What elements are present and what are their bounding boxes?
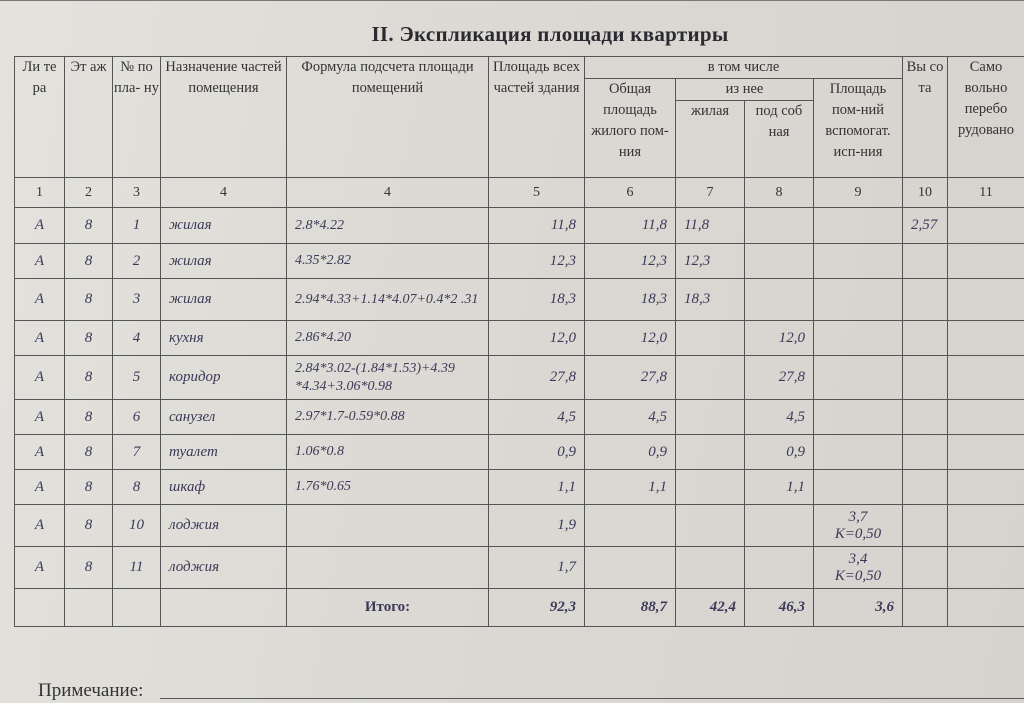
row-samovol	[948, 208, 1024, 244]
row-vysota	[903, 435, 948, 470]
header-ploshad-vseh: Площадь всех частей здания	[489, 57, 585, 178]
header-vysota: Вы со та	[903, 57, 948, 178]
row-samovol	[948, 321, 1024, 356]
row-obshaya	[585, 547, 676, 589]
row-obshaya: 0,9	[585, 435, 676, 470]
row-vspom	[814, 321, 903, 356]
row-litera: А	[15, 435, 65, 470]
row-podsob	[745, 505, 814, 547]
row-zhilaya	[676, 470, 745, 505]
total-vspom: 3,6	[814, 589, 903, 627]
row-etazh: 8	[65, 505, 113, 547]
header-row-1	[15, 57, 1024, 79]
row-vspom	[814, 208, 903, 244]
note-line	[160, 698, 1024, 699]
row-ploshad-vseh: 11,8	[489, 208, 585, 244]
row-etazh: 8	[65, 547, 113, 589]
row-obshaya: 18,3	[585, 279, 676, 321]
row-nomer: 11	[113, 547, 161, 589]
row-litera: А	[15, 547, 65, 589]
row-litera: А	[15, 244, 65, 279]
row-samovol	[948, 505, 1024, 547]
column-number: 4	[161, 178, 287, 208]
column-number: 11	[948, 178, 1024, 208]
document-title: II. Экспликация площади квартиры	[371, 22, 729, 46]
row-nomer: 3	[113, 279, 161, 321]
table-row	[15, 435, 1024, 470]
header-vspomogat: Площадь пом-ний вспомогат. исп-ния	[814, 79, 903, 178]
row-zhilaya: 18,3	[676, 279, 745, 321]
row-litera: А	[15, 279, 65, 321]
row-podsob: 4,5	[745, 400, 814, 435]
header-etazh: Эт аж	[65, 57, 113, 178]
table-row	[15, 208, 1024, 244]
row-nomer: 10	[113, 505, 161, 547]
row-obshaya: 12,3	[585, 244, 676, 279]
table-row	[15, 321, 1024, 356]
row-vspom-coefficient: К=0,50	[834, 525, 882, 542]
table-row	[15, 400, 1024, 435]
row-vysota	[903, 470, 948, 505]
total-vseh: 92,3	[489, 589, 585, 627]
header-obshaya: Общая площадь жилого пом-ния	[585, 79, 676, 178]
column-number: 8	[745, 178, 814, 208]
row-podsob: 0,9	[745, 435, 814, 470]
header-samovolno: Само вольно перебо рудовано	[948, 57, 1024, 178]
top-rule	[0, 0, 1024, 1]
column-number: 1	[15, 178, 65, 208]
row-naznachenie: жилая	[161, 279, 287, 321]
row-ploshad-vseh: 1,1	[489, 470, 585, 505]
row-formula: 4.35*2.82	[287, 244, 489, 279]
row-vspom	[814, 470, 903, 505]
row-zhilaya	[676, 321, 745, 356]
row-formula	[287, 547, 489, 589]
row-naznachenie: кухня	[161, 321, 287, 356]
row-obshaya: 11,8	[585, 208, 676, 244]
header-litera: Ли те ра	[15, 57, 65, 178]
row-vysota	[903, 400, 948, 435]
total-podsob: 46,3	[745, 589, 814, 627]
row-litera: А	[15, 470, 65, 505]
row-vysota	[903, 244, 948, 279]
row-samovol	[948, 435, 1024, 470]
row-vysota: 2,57	[903, 208, 948, 244]
row-nomer: 5	[113, 356, 161, 400]
row-ploshad-vseh: 0,9	[489, 435, 585, 470]
row-vspom	[814, 279, 903, 321]
row-nomer: 8	[113, 470, 161, 505]
row-vspom	[814, 400, 903, 435]
row-etazh: 8	[65, 470, 113, 505]
row-vspom	[814, 244, 903, 279]
row-vspom	[814, 435, 903, 470]
row-podsob	[745, 244, 814, 279]
row-zhilaya: 11,8	[676, 208, 745, 244]
column-number: 2	[65, 178, 113, 208]
row-naznachenie: шкаф	[161, 470, 287, 505]
row-samovol	[948, 470, 1024, 505]
row-vysota	[903, 279, 948, 321]
row-ploshad-vseh: 12,3	[489, 244, 585, 279]
column-number-row	[15, 178, 1024, 208]
row-podsob	[745, 208, 814, 244]
row-samovol	[948, 547, 1024, 589]
row-etazh: 8	[65, 279, 113, 321]
row-vspom	[814, 356, 903, 400]
header-v-tom-chisle: в том числе	[585, 57, 903, 79]
row-vysota	[903, 356, 948, 400]
header-zhilaya: жилая	[676, 101, 745, 178]
row-zhilaya	[676, 505, 745, 547]
row-etazh: 8	[65, 400, 113, 435]
row-vysota	[903, 547, 948, 589]
row-naznachenie: коридор	[161, 356, 287, 400]
total-zhilaya: 42,4	[676, 589, 745, 627]
row-litera: А	[15, 356, 65, 400]
total-label: Итого:	[287, 589, 489, 627]
table-row	[15, 547, 1024, 589]
row-zhilaya	[676, 547, 745, 589]
row-ploshad-vseh: 18,3	[489, 279, 585, 321]
table-row	[15, 356, 1024, 400]
row-zhilaya	[676, 400, 745, 435]
header-naznachenie: Назначение частей помещения	[161, 57, 287, 178]
row-nomer: 4	[113, 321, 161, 356]
row-podsob: 1,1	[745, 470, 814, 505]
column-number: 4	[287, 178, 489, 208]
row-ploshad-vseh: 27,8	[489, 356, 585, 400]
row-litera: А	[15, 505, 65, 547]
row-ploshad-vseh: 1,9	[489, 505, 585, 547]
row-samovol	[948, 400, 1024, 435]
row-formula: 2.86*4.20	[287, 321, 489, 356]
row-nomer: 1	[113, 208, 161, 244]
row-podsob: 27,8	[745, 356, 814, 400]
table-row	[15, 505, 1024, 547]
row-litera: А	[15, 321, 65, 356]
row-zhilaya	[676, 356, 745, 400]
row-naznachenie: жилая	[161, 244, 287, 279]
row-samovol	[948, 356, 1024, 400]
column-number: 5	[489, 178, 585, 208]
row-litera: А	[15, 208, 65, 244]
column-number: 10	[903, 178, 948, 208]
row-podsob: 12,0	[745, 321, 814, 356]
row-etazh: 8	[65, 321, 113, 356]
column-number: 3	[113, 178, 161, 208]
row-zhilaya: 12,3	[676, 244, 745, 279]
row-vspom	[814, 505, 903, 547]
row-formula	[287, 505, 489, 547]
row-etazh: 8	[65, 356, 113, 400]
row-obshaya: 27,8	[585, 356, 676, 400]
row-ploshad-vseh: 12,0	[489, 321, 585, 356]
data-rows	[15, 208, 1024, 589]
row-vspom-coefficient: К=0,50	[834, 567, 882, 584]
column-number: 6	[585, 178, 676, 208]
row-zhilaya	[676, 435, 745, 470]
row-naznachenie: туалет	[161, 435, 287, 470]
row-litera: А	[15, 400, 65, 435]
row-formula: 1.06*0.8	[287, 435, 489, 470]
row-samovol	[948, 244, 1024, 279]
row-nomer: 7	[113, 435, 161, 470]
table-row	[15, 470, 1024, 505]
header-nomer: № по пла- ну	[113, 57, 161, 178]
row-naznachenie: жилая	[161, 208, 287, 244]
row-vspom-value: 3,7	[848, 508, 868, 525]
row-vysota	[903, 321, 948, 356]
note-label: Примечание:	[38, 680, 144, 701]
row-formula: 2.94*4.33+1.14*4.07+0.4*2 .31	[287, 279, 489, 321]
column-number: 9	[814, 178, 903, 208]
row-podsob	[745, 547, 814, 589]
row-vysota	[903, 505, 948, 547]
row-formula: 2.84*3.02-(1.84*1.53)+4.39 *4.34+3.06*0.98	[287, 356, 489, 400]
row-obshaya: 12,0	[585, 321, 676, 356]
row-etazh: 8	[65, 435, 113, 470]
row-obshaya: 1,1	[585, 470, 676, 505]
row-podsob	[745, 279, 814, 321]
row-naznachenie: лоджия	[161, 547, 287, 589]
row-obshaya	[585, 505, 676, 547]
header-iz-nee: из нее	[676, 79, 814, 101]
total-row	[15, 589, 1024, 627]
row-vspom	[814, 547, 903, 589]
row-vspom-value: 3,4	[848, 550, 868, 567]
row-samovol	[948, 279, 1024, 321]
table-row	[15, 279, 1024, 321]
row-naznachenie: санузел	[161, 400, 287, 435]
row-obshaya: 4,5	[585, 400, 676, 435]
row-nomer: 2	[113, 244, 161, 279]
row-formula: 1.76*0.65	[287, 470, 489, 505]
explication-table	[14, 56, 1024, 627]
row-naznachenie: лоджия	[161, 505, 287, 547]
row-etazh: 8	[65, 244, 113, 279]
row-formula: 2.8*4.22	[287, 208, 489, 244]
row-nomer: 6	[113, 400, 161, 435]
row-ploshad-vseh: 1,7	[489, 547, 585, 589]
row-etazh: 8	[65, 208, 113, 244]
header-formula: Формула подсчета площади помещений	[287, 57, 489, 178]
column-number: 7	[676, 178, 745, 208]
row-formula: 2.97*1.7-0.59*0.88	[287, 400, 489, 435]
total-obshaya: 88,7	[585, 589, 676, 627]
header-podsobnaya: под соб ная	[745, 101, 814, 178]
table-row	[15, 244, 1024, 279]
row-ploshad-vseh: 4,5	[489, 400, 585, 435]
